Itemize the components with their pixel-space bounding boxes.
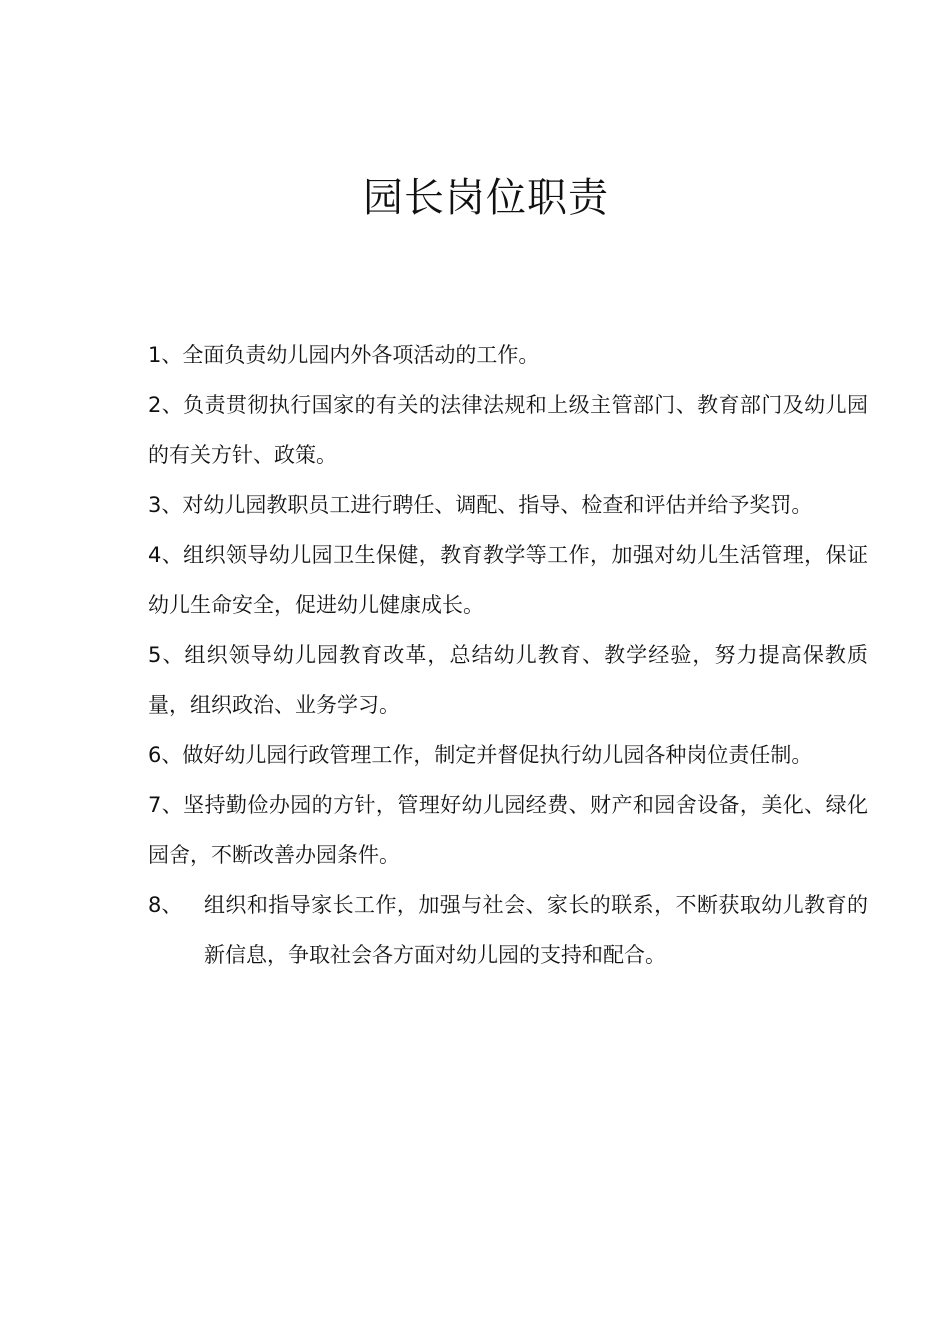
- duty-item-5: 5、组织领导幼儿园教育改革，总结幼儿教育、教学经验，努力提高保教质量，组织政治、业务学习。: [148, 643, 868, 717]
- duty-item-4: 4、组织领导幼儿园卫生保健，教育教学等工作，加强对幼儿生活管理，保证幼儿生命安全，促进幼儿健康成长。: [148, 543, 868, 617]
- duty-item-2: 2、负责贯彻执行国家的有关的法律法规和上级主管部门、教育部门及幼儿园的有关方针、政策。: [148, 393, 868, 467]
- duty-item-1: 1、全面负责幼儿园内外各项活动的工作。: [148, 343, 540, 367]
- duty-item-8-number: 8、: [148, 893, 183, 917]
- duty-item-7: 7、坚持勤俭办园的方针，管理好幼儿园经费、财产和园舍设备，美化、绿化园舍，不断改善办园条件。: [148, 793, 868, 867]
- duty-list: [148, 330, 868, 980]
- document-title: 园长岗位职责: [363, 175, 609, 221]
- duty-item-8: [148, 880, 868, 980]
- duty-item-6: 6、做好幼儿园行政管理工作，制定并督促执行幼儿园各种岗位责任制。: [148, 743, 813, 767]
- duty-item-3: 3、对幼儿园教职员工进行聘任、调配、指导、检查和评估并给予奖罚。: [148, 493, 813, 517]
- duty-item-8-text: 组织和指导家长工作，加强与社会、家长的联系，不断获取幼儿教育的新信息，争取社会各方面对幼儿园的支持和配合。: [204, 893, 868, 967]
